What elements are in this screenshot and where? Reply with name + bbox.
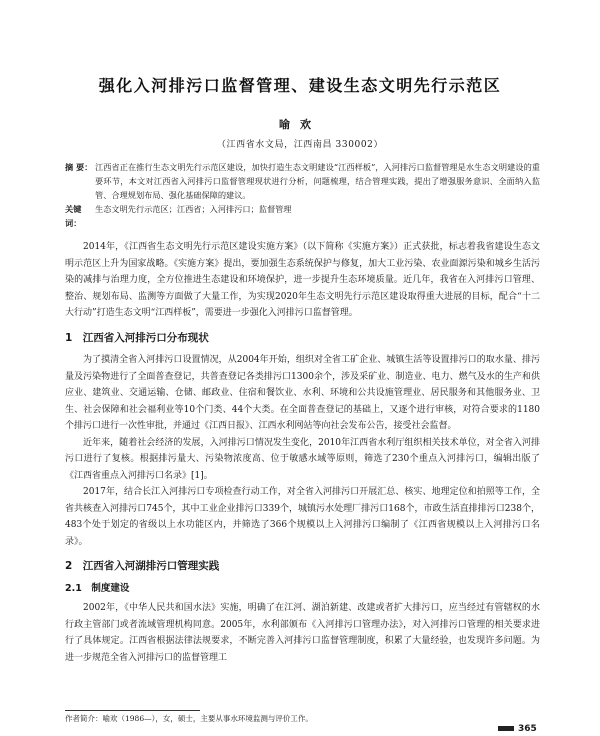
- author-affiliation: （江西省水文局，江西南昌 330002）: [216, 140, 384, 150]
- paragraph-regulation: 2002年，《中华人民共和国水法》实施，明确了在江河、湖泊新建、改建或者扩大排污口，应当经过有管辖权的水行政主管部门或者流域管理机构同意。2005年，水利部颁布《入河排污口管理办法》，对入河排污口管理的相关要求进行了具体规定。江西省根据法律法规要求，不断完善入河排污口监督管理制度，积累了大量经验，也发现许多问题。为进一步规范全省入河排污口的监督管理工: [65, 603, 540, 663]
- section-heading-1: 1 江西省入河排污口分布现状: [65, 331, 209, 344]
- keywords-text: 生态文明先行示范区；江西省；入河排污口；监督管理: [95, 204, 292, 214]
- page-corner-mark: [498, 726, 514, 731]
- abstract-block: [65, 160, 540, 230]
- paper-body: [65, 239, 540, 666]
- paragraph-survey: 为了摸清全省入河排污口设置情况，从2004年开始，组织对全省工矿企业、城镇生活等设置排污口的取水量、排污量及污染物进行了全面普查登记，共普查登记各类排污口1300余个，涉及采矿业、制造业、电力、燃气及水的生产和供应业、建筑业、交通运输、仓储、邮政业、住宿和餐饮业、水利、环境和公共设施管理业、居民服务和其他服务业、卫生、社会保障和社会福利业等10个门类、44个大类。在全面普查登记的基础上，又逐个进行审核，对符合要求的1180个排污口进行一次性审批，并通过《江西日报》、江西水利网站等向社会发布公告，接受社会监督。: [65, 355, 540, 431]
- paper-title: 强化入河排污口监督管理、建设生态文明先行示范区: [98, 76, 502, 95]
- keywords-label: 关键词：: [65, 204, 82, 228]
- keywords-row: [65, 202, 540, 230]
- author-name: 喻欢: [279, 118, 321, 131]
- abstract-row: [65, 160, 540, 202]
- abstract-text: 江西省正在推行生态文明先行示范区建设，加快打造生态文明建设“江西样板”，入河排污口监督管理是水生态文明建设的重要环节，本文对江西省入河排污口监督管理现状进行分析，问题梳理，结合管理实践，提出了增强服务意识、全面纳入监管、合理规划布局、强化基础保障的建议。: [95, 162, 540, 200]
- footnote-divider: [65, 710, 200, 711]
- author-footnote: 作者简介：喻欢（1986—），女，硕士，主要从事水环境监测与评价工作。: [65, 714, 313, 723]
- paragraph-2017: 2017年，结合长江入河排污口专项检查行动工作，对全省入河排污口开展汇总、核实、地理定位和拍照等工作，全省共核查入河排污口745个，其中工业企业排污口339个，城镇污水处理厂排污口168个，市政生活直排排污口238个，483个处于划定的省级以上水功能区内，并筛选了366个规模以上入河排污口编制了《江西省规模以上入河排污口名录》。: [65, 487, 540, 547]
- abstract-label: 摘 要：: [65, 162, 93, 172]
- page-number: 365: [518, 724, 537, 734]
- subsection-heading-2-1: 2.1 制度建设: [65, 582, 130, 594]
- intro-paragraph: 2014年，《江西省生态文明先行示范区建设实施方案》（以下简称《实施方案》）正式获批，标志着我省建设生态文明示范区上升为国家战略。《实施方案》提出，要加强生态系统保护与修复，加大工业污染、农业面源污染和城乡生活污染的减排与治理力度，全方位推进生态建设和环境保护，进一步提升生态环境质量。近几年，我省在入河排污口管理、整治、规划布局、监测等方面做了大量工作，为实现2020年生态文明先行示范区建设取得重大进展的目标，配合“十二大行动”打造生态文明“江西样板”，需要进一步强化入河排污口监督管理。: [65, 242, 540, 318]
- section-heading-2: 2 江西省入河湖排污口管理实践: [65, 560, 220, 572]
- paragraph-review: 近年来，随着社会经济的发展，入河排污口情况发生变化，2010年江西省水利厅组织相关技术单位，对全省入河排污口进行了复核。根据排污量大、污染物浓度高、位于敏感水域等原则，筛选了230个重点入河排污口，编辑出版了《江西省重点入河排污口名录》[1]。: [65, 437, 540, 481]
